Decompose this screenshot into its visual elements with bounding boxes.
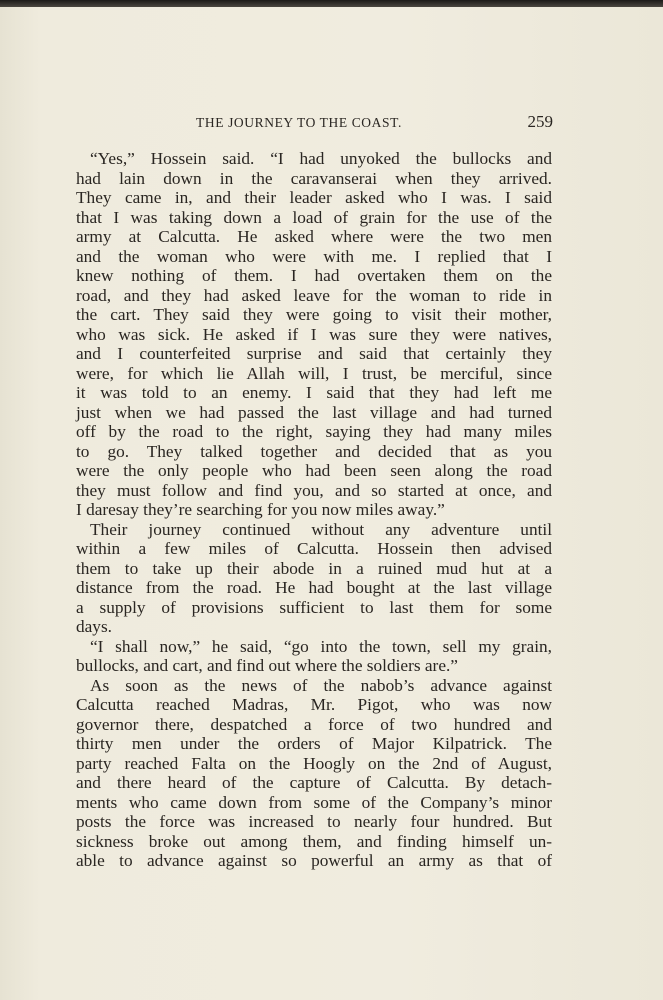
page-header xyxy=(75,111,553,135)
text-line: As soon as the news of the nabob’s advance against xyxy=(90,675,552,695)
text-line: bullocks, and cart, and find out where the soldiers are.” xyxy=(76,656,458,675)
text-line: able to advance against so powerful an army as that of xyxy=(76,851,552,870)
scan-top-edge xyxy=(0,0,663,7)
text-line: had lain down in the caravanserai when they arrived. xyxy=(76,168,552,188)
text-line: to go. They talked together and decided that as you xyxy=(76,441,552,461)
running-title: THE JOURNEY TO THE COAST. xyxy=(196,115,402,130)
text-line: them to take up their abode in a ruined mud hut at a xyxy=(76,558,552,578)
text-line: sickness broke out among them, and finding himself un- xyxy=(76,831,552,851)
text-line: that I was taking down a load of grain for the use of the xyxy=(76,207,552,227)
text-line: the cart. They said they were going to visit their mother, xyxy=(76,305,552,324)
text-line: were the only people who had been seen along the road xyxy=(76,461,552,480)
text-line: knew nothing of them. I had overtaken them on the xyxy=(76,266,552,285)
text-line: thirty men under the orders of Major Kilpatrick. The xyxy=(76,734,552,753)
text-line: it was told to an enemy. I said that they had left me xyxy=(76,383,552,402)
text-line: days. xyxy=(76,617,112,636)
body-text xyxy=(76,149,552,871)
text-line: I daresay they’re searching for you now miles away.” xyxy=(76,500,445,519)
text-line: and there heard of the capture of Calcutta. By detach- xyxy=(76,773,552,792)
page-number: 259 xyxy=(527,112,553,131)
text-line: within a few miles of Calcutta. Hossein then advised xyxy=(76,539,552,558)
text-line: party reached Falta on the Hoogly on the 2nd of August, xyxy=(76,753,552,773)
text-line: army at Calcutta. He asked where were the two men xyxy=(76,227,552,246)
text-line: and I counterfeited surprise and said that certainly they xyxy=(76,344,552,363)
text-line: they must follow and find you, and so started at once, and xyxy=(76,480,552,500)
text-line: governor there, despatched a force of two hundred and xyxy=(76,714,552,734)
text-line: and the woman who were with me. I replied that I xyxy=(76,246,552,266)
text-line: ments who came down from some of the Company’s minor xyxy=(76,792,552,812)
text-line: just when we had passed the last village and had turned xyxy=(76,402,552,422)
text-line: were, for which lie Allah will, I trust, be merciful, since xyxy=(76,363,552,383)
text-line: a supply of provisions sufficient to last them for some xyxy=(76,597,552,617)
text-line: Their journey continued without any adventure until xyxy=(90,519,552,539)
text-line: who was sick. He asked if I was sure they were natives, xyxy=(76,324,552,344)
text-line: distance from the road. He had bought at the last village xyxy=(76,578,552,597)
text-line: They came in, and their leader asked who I was. I said xyxy=(76,188,552,207)
text-line: “I shall now,” he said, “go into the town, sell my grain, xyxy=(90,636,552,656)
text-line: posts the force was increased to nearly four hundred. But xyxy=(76,812,552,831)
text-line: road, and they had asked leave for the woman to ride in xyxy=(76,285,552,305)
text-line: “Yes,” Hossein said. “I had unyoked the bullocks and xyxy=(90,149,552,168)
text-line: off by the road to the right, saying they had many miles xyxy=(76,422,552,441)
text-line: Calcutta reached Madras, Mr. Pigot, who was now xyxy=(76,695,552,714)
